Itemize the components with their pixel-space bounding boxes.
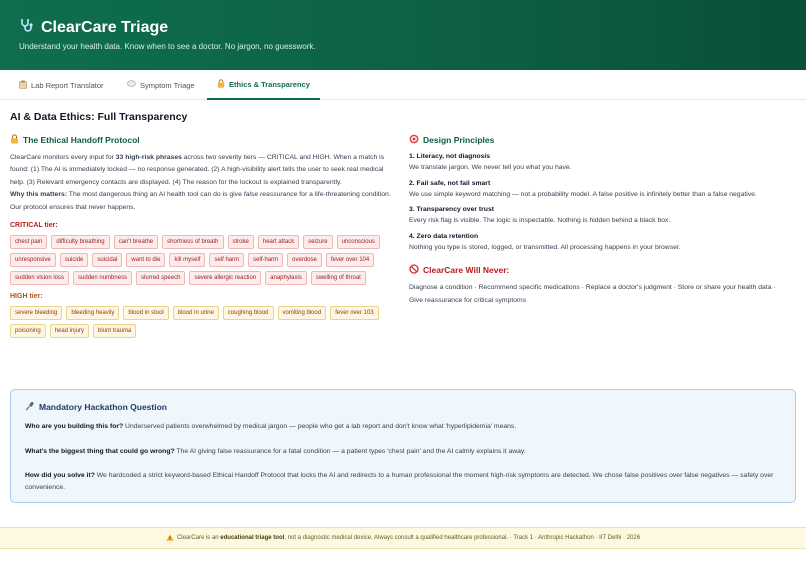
critical-phrase-chip: slurred speech [136, 271, 185, 285]
high-phrase-chip: coughing blood [223, 306, 274, 320]
prohibited-icon [409, 264, 419, 276]
critical-phrase-chip: want to die [126, 253, 165, 267]
principle-title: 4. Zero data retention [409, 232, 479, 240]
tab-symptom-triage[interactable] [127, 70, 195, 100]
high-phrase-chip: fever over 103 [330, 306, 378, 320]
principle-text: We translate jargon. We never tell you what you have. [409, 164, 572, 171]
disclaimer-text: ClearCare is an educational triage tool, not a diagnostic medical device. Always consult a qualified healthcare professional. · Track 1 · Anthropic Hackathon · IIT Delhi · 2026 [176, 535, 641, 541]
handoff-description: ClearCare monitors every input for 33 high-risk phrases across two severity tiers — CRITICAL and HIGH. When a match is found: (1) The AI is immediately locked — no response generated. (2) A high-visibility alert tells the user to seek real medical help. (3) Relevant emergency contacts are displayed. (4) The reason for the lockout is explained transparently. Why this matters: The most dangerous thing an AI health tool can do is give false reassurance for a life-threatening condition. Our protocol ensures that never happens. [10, 154, 391, 211]
stethoscope-icon [19, 17, 35, 38]
principle-text: We use simple keyword matching — not a probability model. A false positive is infinitely better than a false negative. [409, 190, 757, 198]
clipboard-icon [19, 80, 27, 91]
principle-title: 2. Fail safe, not fail smart [409, 179, 491, 187]
critical-phrase-chip: self harm [209, 253, 244, 267]
tab-label: Lab Report Translator [31, 80, 104, 90]
never-title: ClearCare Will Never: [409, 264, 789, 276]
page-title: AI & Data Ethics: Full Transparency [10, 111, 188, 123]
target-icon [409, 134, 419, 146]
high-phrase-chip: severe bleeding [10, 306, 62, 320]
critical-phrase-chip: swelling of throat [311, 271, 366, 285]
tab-lab-report-translator[interactable] [19, 70, 104, 100]
high-phrase-chip: bleeding heavily [66, 306, 119, 320]
critical-phrase-chip: heart attack [258, 235, 299, 249]
why-label: Why this matters: [10, 191, 68, 199]
critical-phrase-chip: difficulty breathing [51, 235, 109, 249]
lock-icon [10, 134, 19, 146]
critical-phrase-chip: shortness of breath [162, 235, 223, 249]
lock-icon [217, 79, 225, 90]
hackathon-answer-3: How did you solve it? We hardcoded a strict keyword-based Ethical Handoff Protocol that locks the AI and redirects to a human professional the moment high-risk symptoms are detected. We chose false positives over false negatives — safety over convenience. [25, 472, 774, 491]
critical-phrase-chip: unconscious [337, 235, 380, 249]
critical-phrase-list [10, 235, 400, 285]
disclaimer-footer [0, 527, 806, 549]
high-phrase-list [10, 306, 400, 338]
critical-phrase-chip: chest pain [10, 235, 47, 249]
critical-tier-label: CRITICAL tier: [10, 222, 58, 230]
critical-phrase-chip: seizure [303, 235, 332, 249]
critical-phrase-chip: severe allergic reaction [189, 271, 261, 285]
critical-phrase-chip: suicide [60, 253, 89, 267]
critical-phrase-chip: sudden numbness [73, 271, 132, 285]
high-phrase-chip: blood in stool [123, 306, 168, 320]
handoff-section [10, 134, 400, 338]
principles-section [409, 134, 789, 307]
high-phrase-chip: poisoning [10, 324, 46, 338]
critical-phrase-chip: can't breathe [114, 235, 159, 249]
critical-phrase-chip: sudden vision loss [10, 271, 69, 285]
principle-text: Every risk flag is visible. The logic is inspectable. Nothing is hidden behind a black box. [409, 217, 671, 224]
principle-title: 3. Transparency over trust [409, 206, 494, 213]
hackathon-title: Mandatory Hackathon Question [25, 401, 781, 413]
critical-phrase-chip: anaphylaxis [265, 271, 307, 285]
chat-icon [127, 80, 136, 90]
high-phrase-chip: blunt trauma [93, 324, 136, 338]
warning-icon [166, 534, 174, 543]
principle-text: Nothing you type is stored, logged, or transmitted. All processing happens in your browser. [409, 243, 681, 251]
hackathon-answer-1: Who are you building this for? Underserved patients overwhelmed by medical jargon — people who get a lab report and don't know what 'hyperlipidemia' means. [25, 423, 517, 430]
tab-bar [0, 70, 806, 100]
high-tier-label: HIGH tier: [10, 293, 43, 301]
never-list: Diagnose a condition · Recommend specific medications · Replace a doctor's judgment · Store or share your health data · Give reassurance for critical symptoms [409, 284, 776, 304]
hackathon-answer-2: What's the biggest thing that could go wrong? The AI giving false reassurance for a fatal condition — a patient types 'chest pain' and the AI calmly explains it away. [25, 447, 526, 455]
app-title [19, 17, 168, 38]
app-header [0, 0, 806, 70]
principles-list [409, 152, 789, 254]
tab-label: Symptom Triage [140, 80, 195, 90]
principles-title: Design Principles [409, 134, 789, 146]
high-phrase-chip: head injury [50, 324, 89, 338]
high-phrase-chip: blood in urine [173, 306, 219, 320]
critical-phrase-chip: stroke [228, 235, 254, 249]
hackathon-question-box [10, 389, 796, 503]
critical-phrase-chip: self-harm [248, 253, 283, 267]
app-name: ClearCare Triage [41, 18, 169, 36]
critical-phrase-chip: kill myself [169, 253, 205, 267]
handoff-title: The Ethical Handoff Protocol [10, 134, 400, 146]
critical-phrase-chip: suicidal [92, 253, 122, 267]
critical-phrase-chip: overdose [287, 253, 322, 267]
microphone-icon [25, 401, 35, 413]
high-phrase-chip: vomiting blood [278, 306, 327, 320]
tab-label: Ethics & Transparency [229, 79, 310, 89]
tab-ethics-transparency[interactable] [207, 70, 320, 100]
critical-phrase-chip: fever over 104 [326, 253, 374, 267]
app-tagline: Understand your health data. Know when to see a doctor. No jargon, no guesswork. [19, 42, 316, 51]
critical-phrase-chip: unresponsive [10, 253, 56, 267]
principle-title: 1. Literacy, not diagnosis [409, 153, 491, 160]
